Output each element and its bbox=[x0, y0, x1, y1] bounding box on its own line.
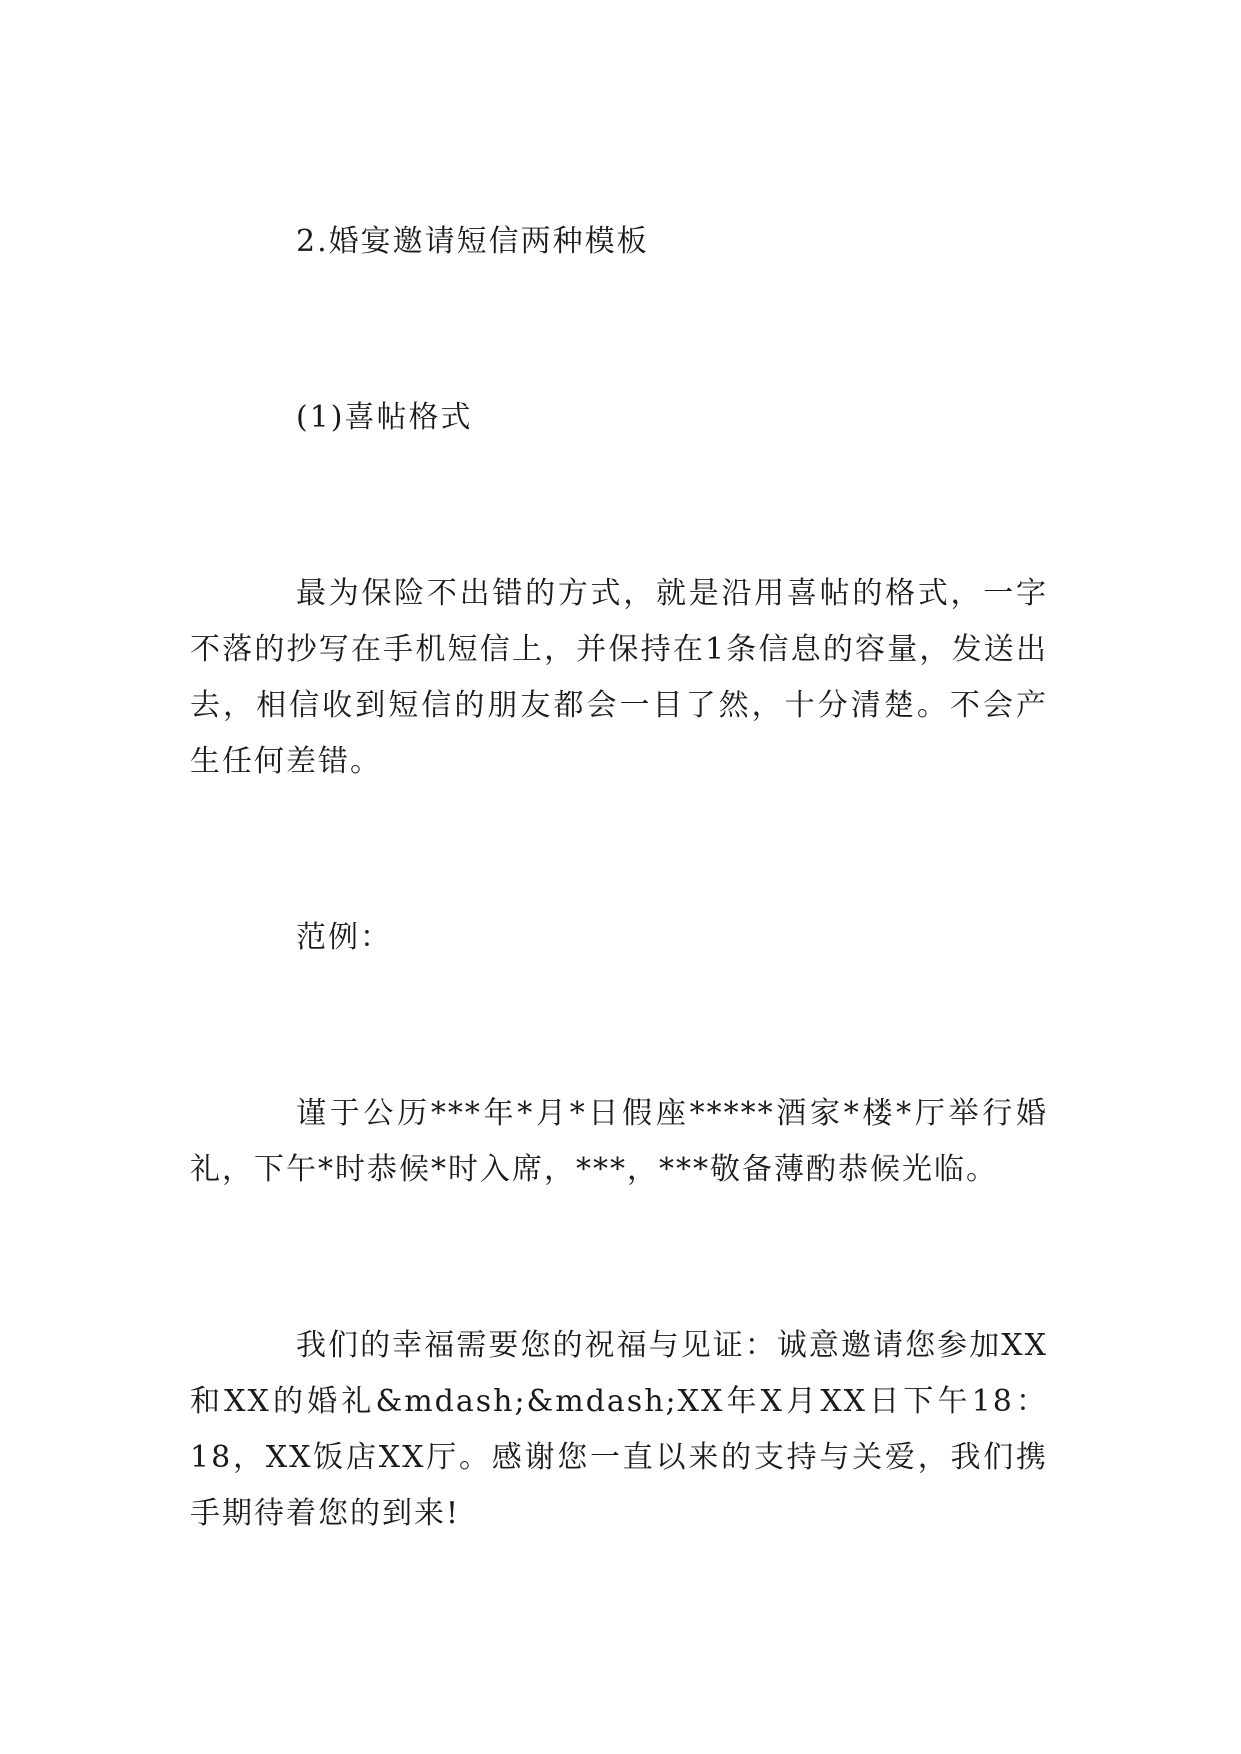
intro-paragraph: 最为保险不出错的方式，就是沿用喜帖的格式，一字不落的抄写在手机短信上，并保持在1条信息的容量，发送出去，相信收到短信的朋友都会一目了然，十分清楚。不会产生任何差错。 bbox=[190, 576, 1048, 779]
example-label: 范例： bbox=[296, 920, 392, 955]
section-title: 2.婚宴邀请短信两种模板 bbox=[296, 224, 649, 259]
subsection-title: (1)喜帖格式 bbox=[296, 400, 473, 435]
example-paragraph-2: 我们的幸福需要您的祝福与见证：诚意邀请您参加XX和XX的婚礼&mdash;&mdash;XX年X月XX日下午18：18，XX饭店XX厅。感谢您一直以来的支持与关爱，我们携手期待着您的到来! bbox=[190, 1328, 1048, 1531]
example-paragraph-1: 谨于公历***年*月*日假座*****酒家*楼*厅举行婚礼，下午*时恭候*时入席，***，***敬备薄酌恭候光临。 bbox=[190, 1096, 1048, 1187]
